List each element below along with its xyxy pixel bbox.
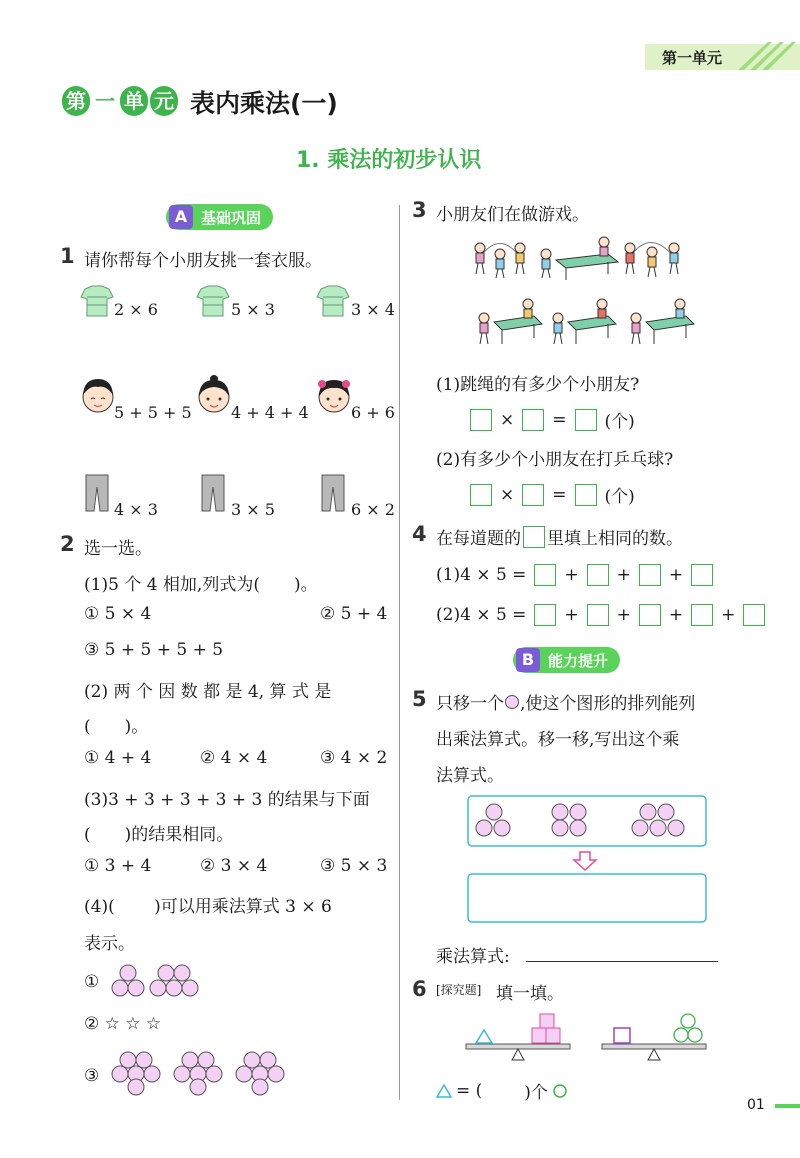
section-a-pill <box>166 204 273 230</box>
q5-answer-line[interactable] <box>526 961 718 962</box>
times-sign: × <box>500 409 515 430</box>
answer-box[interactable] <box>470 409 492 431</box>
face-label: 5 + 5 + 5 <box>114 403 192 422</box>
face-label: 6 + 6 <box>351 403 395 422</box>
plus-sign: + <box>668 565 684 585</box>
q2-p2-option: ① 4 + 4 <box>84 748 152 768</box>
q2-p1-option: ② 5 + 4 <box>320 604 388 624</box>
q4-line1-label: (1)4 × 5 = <box>436 565 527 585</box>
circle-groups-icon <box>108 964 218 1000</box>
q4-line2 <box>436 604 765 626</box>
q5-line2: 出乘法算式。移一移,写出这个乘 <box>436 730 680 750</box>
q3-number: 3 <box>412 198 427 222</box>
q4-line2-label: (2)4 × 5 = <box>436 605 527 625</box>
q5-line3: 法算式。 <box>436 766 504 786</box>
q2-part3-blank: ( )的结果相同。 <box>84 825 234 845</box>
q6-answer-open: = ( <box>456 1080 483 1101</box>
q2-part2: (2) 两 个 因 数 都 是 4, 算 式 是 <box>84 682 332 702</box>
answer-box[interactable] <box>534 564 556 586</box>
q6-answer-close: )个 <box>524 1083 548 1103</box>
q1-text: 请你帮每个小朋友挑一套衣服。 <box>84 251 322 271</box>
balance-scales-illustration <box>464 1010 714 1062</box>
pants-icon <box>200 473 226 513</box>
shirt-icon <box>316 285 350 317</box>
girl-face-icon <box>196 375 232 415</box>
circle-icon <box>552 1083 568 1099</box>
q3-text: 小朋友们在做游戏。 <box>436 205 589 225</box>
answer-box[interactable] <box>639 564 661 586</box>
kids-playing-illustration <box>468 232 700 356</box>
q4-text-a: 在每道题的 <box>436 529 521 549</box>
girl-face-icon <box>316 375 352 415</box>
q4-text <box>436 524 683 549</box>
q6-text: 填一填。 <box>496 984 564 1004</box>
shirt-icon <box>196 285 230 317</box>
answer-box[interactable] <box>691 564 713 586</box>
face-label: 4 + 4 + 4 <box>231 403 309 422</box>
q5-answer-label: 乘法算式: <box>436 947 510 967</box>
column-divider <box>399 205 400 1100</box>
lesson-title: 1. 乘法的初步认识 <box>296 148 482 173</box>
unit-char: 元 <box>150 86 178 116</box>
section-b-label: 能力提升 <box>548 651 609 670</box>
section-a-letter: A <box>169 205 193 229</box>
flower-groups-icon <box>108 1050 298 1096</box>
circle-icon <box>504 694 520 710</box>
answer-box[interactable] <box>470 484 492 506</box>
answer-box[interactable] <box>639 604 661 626</box>
answer-box[interactable] <box>522 409 544 431</box>
plus-sign: + <box>721 605 736 625</box>
q2-p1-option: ① 5 × 4 <box>84 604 152 624</box>
answer-box[interactable] <box>587 604 609 626</box>
q2-part3: (3)3 + 3 + 3 + 3 + 3 的结果与下面 <box>84 790 370 810</box>
plus-sign: + <box>616 605 631 625</box>
unit-tag: 第一单元 <box>662 49 723 67</box>
q2-p4-option: ① <box>84 972 100 992</box>
page-number: 01 <box>747 1097 765 1113</box>
q2-p3-option: ① 3 + 4 <box>84 856 152 876</box>
q2-p2-option: ② 4 × 4 <box>200 748 268 768</box>
times-sign: × <box>500 484 515 505</box>
q2-p1-option: ③ 5 + 5 + 5 + 5 <box>84 640 224 660</box>
pants-label: 3 × 5 <box>231 500 275 519</box>
q2-p3-option: ③ 5 × 3 <box>320 856 388 876</box>
q3-sub2: (2)有多少个小朋友在打乒乓球? <box>436 450 674 470</box>
q2-part1: (1)5 个 4 相加,列式为( )。 <box>84 575 318 595</box>
triangle-icon <box>436 1083 452 1099</box>
q6-number: 6 <box>412 977 427 1001</box>
q3-sub1: (1)跳绳的有多少个小朋友? <box>436 375 640 395</box>
section-a-label: 基础巩固 <box>201 208 262 227</box>
q2-p3-option: ② 3 × 4 <box>200 856 268 876</box>
q3-sub2-equation <box>470 482 635 507</box>
pants-icon <box>84 473 110 513</box>
pants-icon <box>320 473 346 513</box>
q2-p4-option: ③ <box>84 1066 100 1086</box>
equals-sign: = <box>552 409 567 430</box>
q5-diagram <box>466 794 708 926</box>
q5-line1 <box>436 689 695 714</box>
answer-box[interactable] <box>691 604 713 626</box>
shirt-icon <box>80 285 114 317</box>
answer-box <box>523 526 545 548</box>
answer-box[interactable] <box>522 484 544 506</box>
q2-text: 选一选。 <box>84 539 152 559</box>
unit-label: (个) <box>604 412 635 432</box>
answer-box[interactable] <box>575 484 597 506</box>
answer-box[interactable] <box>743 604 765 626</box>
plus-sign: + <box>616 565 631 585</box>
q6-answer-line <box>436 1078 568 1103</box>
stripes-decoration <box>738 38 800 70</box>
shirt-label: 5 × 3 <box>231 300 275 319</box>
q2-p2-option: ③ 4 × 2 <box>320 748 388 768</box>
shirt-label: 2 × 6 <box>114 300 158 319</box>
q2-part2-blank: ( )。 <box>84 717 149 737</box>
q2-part4: (4)( )可以用乘法算式 3 × 6 <box>84 897 332 917</box>
plus-sign: + <box>668 605 684 625</box>
section-b-letter: B <box>516 648 540 672</box>
answer-box[interactable] <box>587 564 609 586</box>
unit-badge <box>62 86 178 116</box>
answer-box[interactable] <box>575 409 597 431</box>
q6-tag: [探究题] <box>436 983 482 997</box>
unit-label: (个) <box>604 487 635 507</box>
section-b-pill <box>513 647 620 673</box>
q5-number: 5 <box>412 687 427 711</box>
plus-sign: + <box>564 605 579 625</box>
unit-title: 表内乘法(一) <box>190 89 338 118</box>
pants-label: 4 × 3 <box>114 500 158 519</box>
answer-box[interactable] <box>534 604 556 626</box>
unit-char: 单 <box>120 86 148 116</box>
q1-number: 1 <box>60 244 75 268</box>
boy-face-icon <box>80 375 116 415</box>
q3-sub1-equation <box>470 407 635 432</box>
q4-line1 <box>436 564 713 586</box>
q2-p4-option-stars: ② ☆ ☆ ☆ <box>84 1014 162 1034</box>
unit-char: 第 <box>62 86 90 116</box>
q4-number: 4 <box>412 522 427 546</box>
q4-text-b: 里填上相同的数。 <box>547 529 683 549</box>
q2-part4-b: 表示。 <box>84 934 135 954</box>
q5-line1-b: ,使这个图形的排列能列 <box>520 694 696 714</box>
q5-line1-a: 只移一个 <box>436 694 504 714</box>
pants-label: 6 × 2 <box>351 500 395 519</box>
shirt-label: 3 × 4 <box>351 300 395 319</box>
q2-number: 2 <box>60 532 75 556</box>
equals-sign: = <box>552 484 567 505</box>
unit-char: 一 <box>92 86 118 116</box>
page-number-bar <box>775 1104 800 1108</box>
plus-sign: + <box>564 565 579 585</box>
